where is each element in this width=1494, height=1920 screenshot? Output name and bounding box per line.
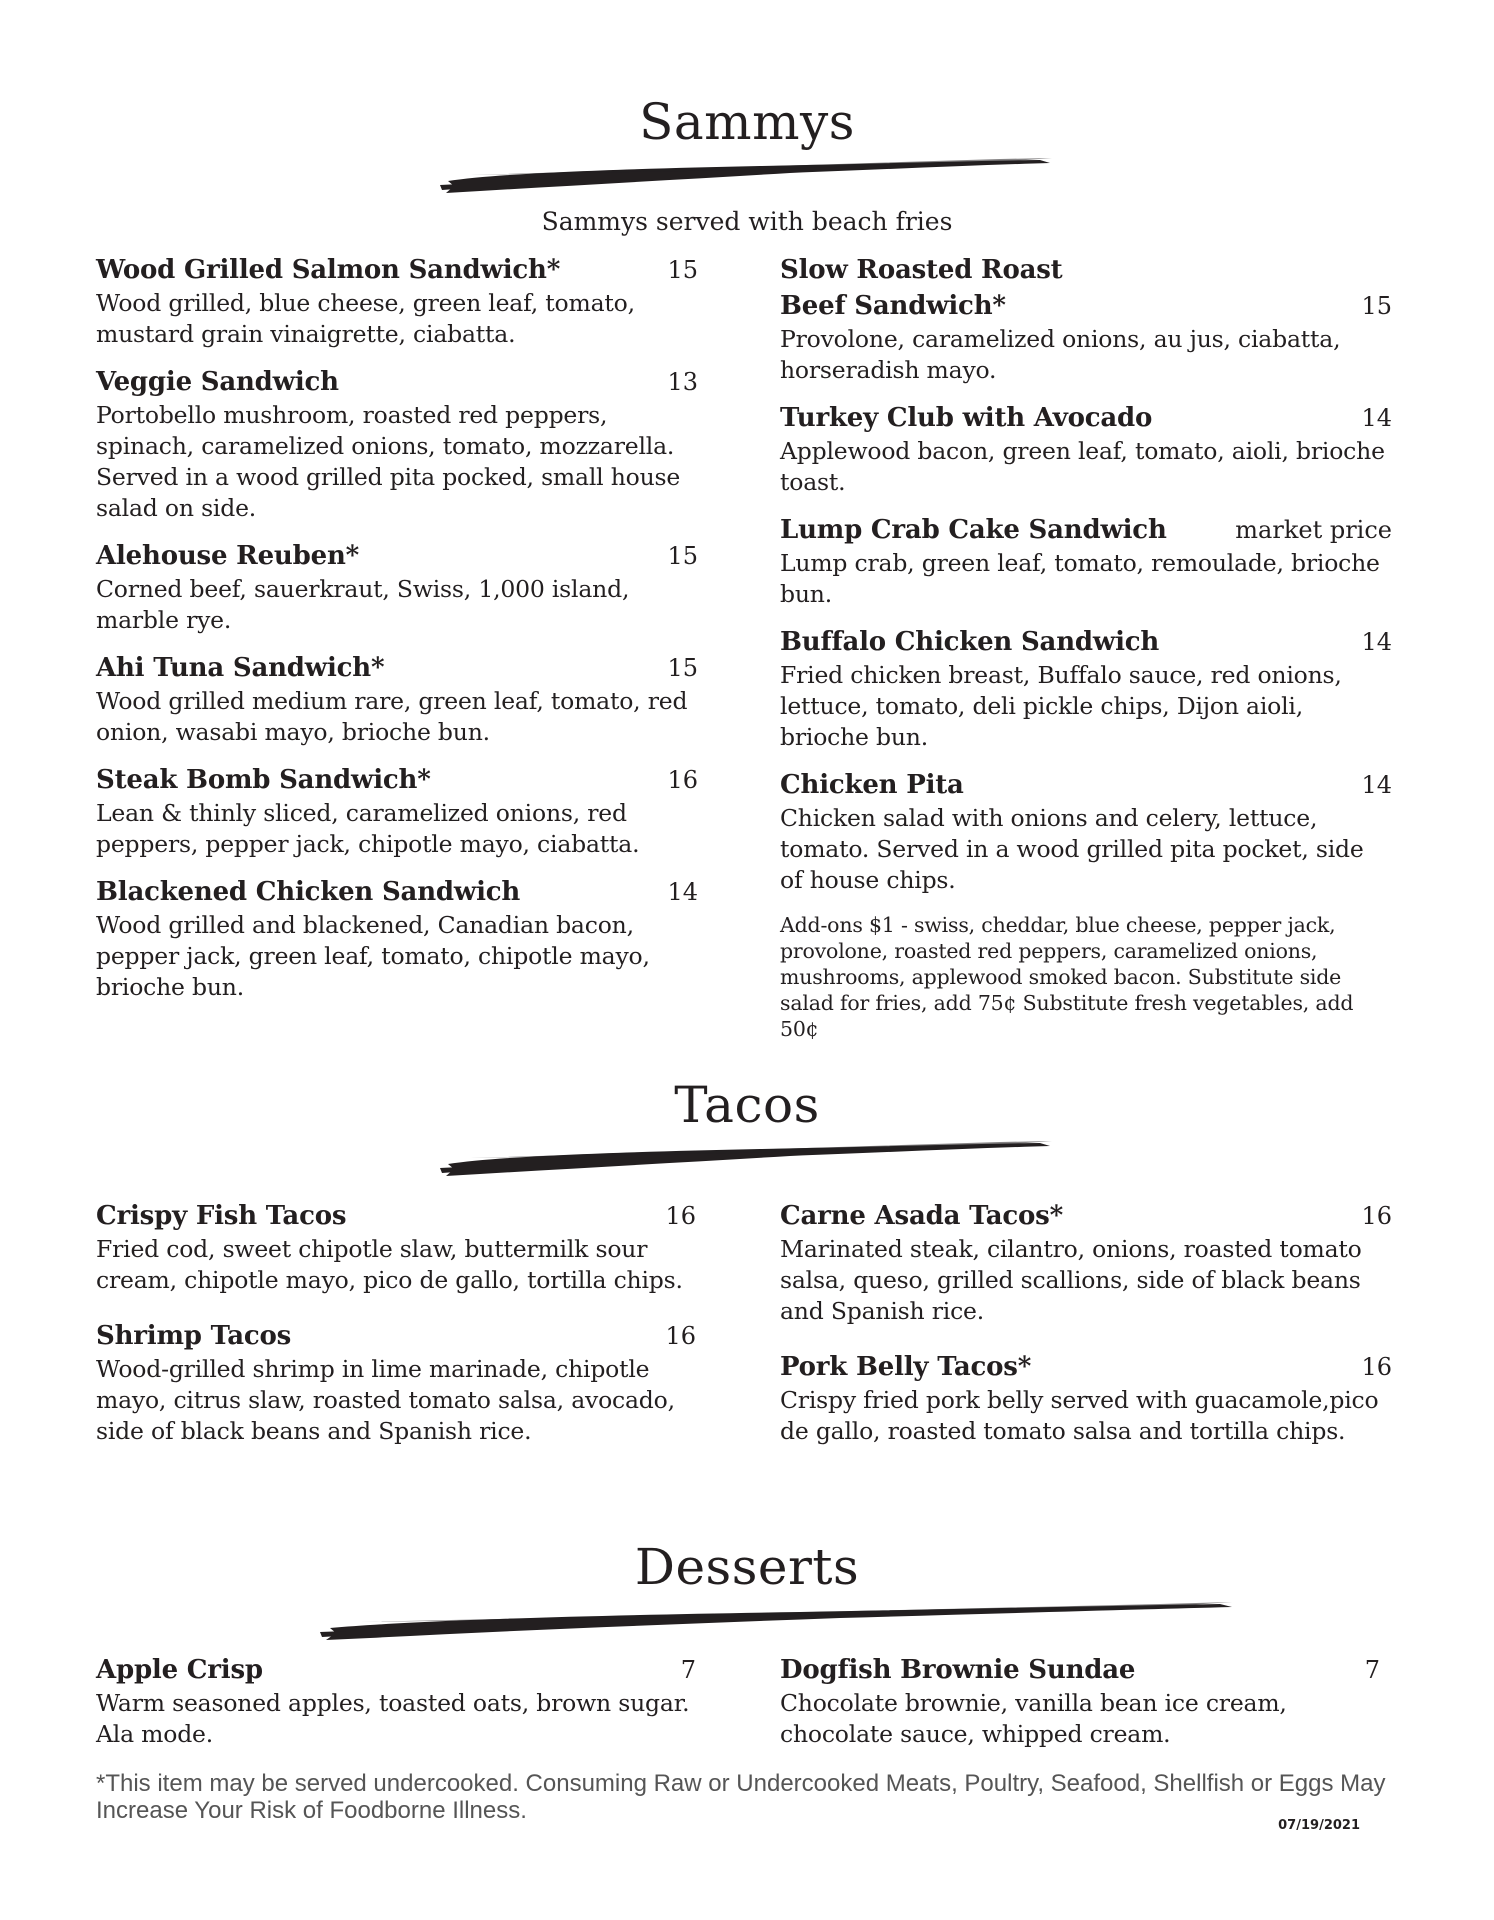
brush-stroke-icon — [440, 155, 1055, 203]
menu-item — [780, 512, 1392, 610]
item-name: Buffalo Chicken Sandwich — [780, 627, 1160, 657]
item-description: Corned beef, sauerkraut, Swiss, 1,000 island, marble rye. — [96, 575, 630, 634]
item-name: Lump Crab Cake Sandwich — [780, 515, 1167, 545]
item-price: 15 — [1361, 292, 1392, 320]
section-title-desserts: Desserts — [634, 1538, 860, 1596]
tacos-right-column — [780, 1198, 1392, 1447]
item-description: Crispy fried pork belly served with guacamole,pico de gallo, roasted tomato salsa and tortilla chips. — [780, 1386, 1379, 1445]
item-description: Lean & thinly sliced, caramelized onions, red peppers, pepper jack, chipotle mayo, ciabatta. — [96, 799, 640, 858]
item-price: 14 — [667, 878, 698, 906]
menu-item — [96, 1198, 696, 1296]
item-name: Pork Belly Tacos* — [780, 1352, 1032, 1382]
menu-item — [780, 767, 1392, 896]
item-name: Apple Crisp — [96, 1655, 263, 1685]
item-price: 7 — [680, 1656, 696, 1684]
menu-item — [780, 252, 1392, 386]
item-price: market price — [1235, 516, 1392, 544]
menu-item — [780, 1349, 1392, 1447]
item-name: Blackened Chicken Sandwich — [96, 877, 521, 907]
item-price: 14 — [1361, 628, 1392, 656]
item-description: Wood grilled, blue cheese, green leaf, tomato, mustard grain vinaigrette, ciabatta. — [96, 289, 635, 348]
item-description: Portobello mushroom, roasted red peppers, spinach, caramelized onions, tomato, mozzarella. Served in a wood grilled pita pocked, small house salad on side. — [96, 401, 681, 522]
tacos-left-column — [96, 1198, 696, 1447]
item-description: Marinated steak, cilantro, onions, roasted tomato salsa, queso, grilled scallions, side of black beans and Spanish rice. — [780, 1235, 1362, 1325]
item-price: 14 — [1361, 404, 1392, 432]
item-price: 13 — [667, 368, 698, 396]
item-description: Wood grilled and blackened, Canadian bacon, pepper jack, green leaf, tomato, chipotle mayo, brioche bun. — [96, 911, 650, 1001]
sammys-subtitle: Sammys served with beach fries — [541, 207, 953, 236]
item-description: Fried cod, sweet chipotle slaw, buttermilk sour cream, chipotle mayo, pico de gallo, tortilla chips. — [96, 1235, 683, 1294]
item-price: 14 — [1361, 771, 1392, 799]
section-title-tacos: Tacos — [674, 1076, 820, 1134]
item-description: Chocolate brownie, vanilla bean ice cream, chocolate sauce, whipped cream. — [780, 1689, 1287, 1748]
menu-item — [96, 538, 704, 636]
item-description: Applewood bacon, green leaf, tomato, aioli, brioche toast. — [780, 437, 1385, 496]
item-description: Wood grilled medium rare, green leaf, tomato, red onion, wasabi mayo, brioche bun. — [96, 687, 688, 746]
menu-item — [96, 364, 704, 524]
menu-item — [96, 762, 704, 860]
menu-item — [96, 1652, 696, 1750]
item-description: Warm seasoned apples, toasted oats, brown sugar. Ala mode. — [96, 1689, 690, 1748]
undercooked-disclaimer: *This item may be served undercooked. Consuming Raw or Undercooked Meats, Poultry, Seafood, Shellfish or Eggs May Increase Your Risk of Foodborne Illness. — [96, 1770, 1386, 1824]
item-price: 15 — [667, 542, 698, 570]
item-name: Ahi Tuna Sandwich* — [96, 653, 385, 683]
item-price: 16 — [665, 1202, 696, 1230]
item-name: Alehouse Reuben* — [96, 541, 360, 571]
item-name: Shrimp Tacos — [96, 1321, 292, 1351]
menu-item — [780, 1652, 1380, 1750]
item-name: Turkey Club with Avocado — [780, 403, 1153, 433]
menu-item — [96, 650, 704, 748]
section-title-sammys: Sammys — [639, 93, 855, 151]
addons-note: Add-ons $1 - swiss, cheddar, blue cheese, pepper jack, provolone, roasted red peppers, caramelized onions, mushrooms, applewood smoked bacon. Substitute side salad for fries, add 75¢ Substitute fresh vegetables, add 50¢ — [780, 913, 1354, 1041]
sammys-right-column — [780, 252, 1392, 1042]
item-price: 16 — [665, 1322, 696, 1350]
item-name: Carne Asada Tacos* — [780, 1201, 1063, 1231]
item-name: Crispy Fish Tacos — [96, 1201, 347, 1231]
desserts-right-column — [780, 1652, 1380, 1750]
menu-item — [96, 1318, 696, 1447]
item-name: Veggie Sandwich — [96, 367, 339, 397]
item-name: Chicken Pita — [780, 770, 964, 800]
menu-item — [780, 624, 1392, 753]
item-description: Chicken salad with onions and celery, lettuce, tomato. Served in a wood grilled pita pocket, side of house chips. — [780, 804, 1364, 894]
item-price: 16 — [1361, 1353, 1392, 1381]
item-description: Wood-grilled shrimp in lime marinade, chipotle mayo, citrus slaw, roasted tomato salsa, avocado, side of black beans and Spanish rice. — [96, 1355, 675, 1445]
brush-stroke-icon — [320, 1600, 1235, 1650]
item-price: 15 — [667, 654, 698, 682]
item-name: Beef Sandwich* — [780, 291, 1006, 321]
item-description: Lump crab, green leaf, tomato, remoulade, brioche bun. — [780, 549, 1380, 608]
menu-date: 07/19/2021 — [1278, 1818, 1360, 1833]
item-name: Wood Grilled Salmon Sandwich* — [96, 255, 561, 285]
item-description: Provolone, caramelized onions, au jus, ciabatta, horseradish mayo. — [780, 325, 1341, 384]
item-name: Slow Roasted Roast — [780, 255, 1063, 285]
sammys-left-column — [96, 252, 704, 1003]
menu-item — [780, 400, 1392, 498]
menu-item — [96, 252, 704, 350]
item-price: 16 — [1361, 1202, 1392, 1230]
item-price: 15 — [667, 256, 698, 284]
item-name: Dogfish Brownie Sundae — [780, 1655, 1136, 1685]
item-price: 7 — [1364, 1656, 1380, 1684]
menu-item — [780, 1198, 1392, 1327]
brush-stroke-icon — [440, 1138, 1055, 1186]
item-description: Fried chicken breast, Buffalo sauce, red onions, lettuce, tomato, deli pickle chips, Dijon aioli, brioche bun. — [780, 661, 1342, 751]
item-price: 16 — [667, 766, 698, 794]
desserts-left-column — [96, 1652, 696, 1750]
item-name: Steak Bomb Sandwich* — [96, 765, 431, 795]
menu-item — [96, 874, 704, 1003]
